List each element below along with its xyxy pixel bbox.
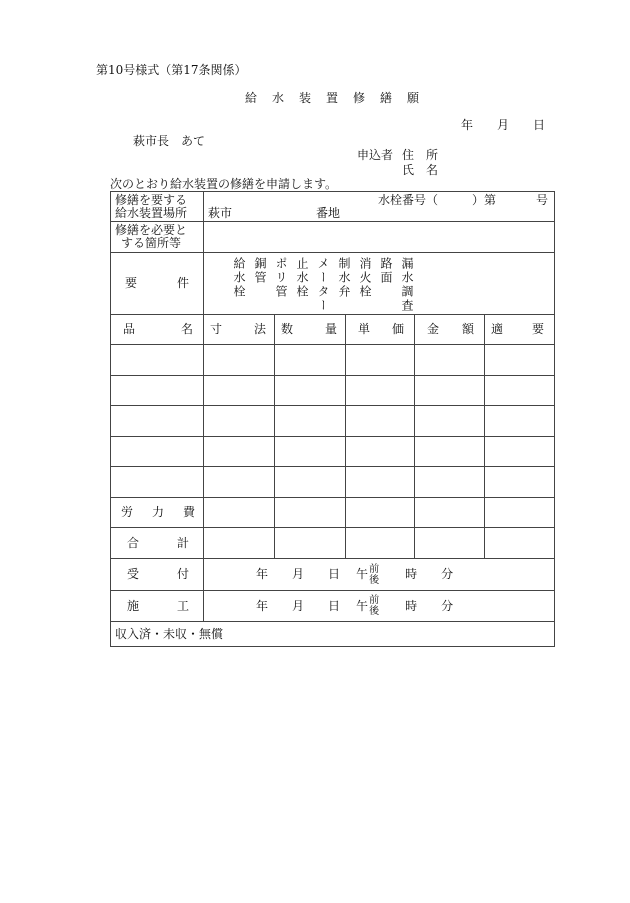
item-row — [111, 467, 555, 498]
item-row — [111, 437, 555, 467]
construction-datetime[interactable]: 年 月 日 午 前 後 時 分 — [204, 591, 555, 622]
requirement-option[interactable]: 消火栓 — [358, 257, 372, 299]
cell[interactable] — [415, 467, 485, 498]
requirement-option[interactable]: 止水栓 — [295, 257, 309, 299]
cell[interactable] — [204, 376, 275, 406]
cell[interactable] — [275, 467, 346, 498]
cell[interactable] — [485, 467, 555, 498]
intro-text: 次のとおり給水装置の修繕を申請します。 — [110, 177, 338, 191]
cell[interactable] — [485, 345, 555, 376]
header-quantity: 数 量 — [275, 315, 346, 345]
repair-need-row — [111, 222, 555, 253]
cell[interactable] — [204, 406, 275, 437]
header-remarks: 適 要 — [485, 315, 555, 345]
requirement-option[interactable]: 給水栓 — [232, 257, 246, 299]
repair-form-table — [110, 191, 555, 647]
cell[interactable] — [346, 498, 415, 528]
payment-row — [111, 622, 555, 647]
cell[interactable] — [204, 528, 275, 559]
header-size: 寸 法 — [204, 315, 275, 345]
cell[interactable] — [485, 376, 555, 406]
header-item-name: 品 名 — [111, 315, 204, 345]
repair-need-line1: 修繕を必要と — [115, 223, 188, 238]
cell[interactable] — [415, 406, 485, 437]
cell[interactable] — [485, 498, 555, 528]
date-day: 日 — [533, 118, 546, 132]
cell[interactable] — [111, 345, 204, 376]
applicant-label: 申込者 — [357, 148, 394, 162]
reception-label: 受 付 — [111, 559, 204, 591]
cell[interactable] — [204, 345, 275, 376]
applicant-name: 氏 名 — [402, 163, 439, 177]
payment-status[interactable]: 収入済・未収・無償 — [111, 622, 555, 647]
date-line — [461, 119, 545, 131]
cell[interactable] — [204, 437, 275, 467]
cell[interactable] — [111, 406, 204, 437]
cell[interactable] — [111, 437, 204, 467]
cell[interactable] — [415, 345, 485, 376]
cell[interactable] — [346, 528, 415, 559]
total-label: 合 計 — [111, 528, 204, 559]
hydrant-go: 号 — [536, 193, 549, 207]
requirements-label — [111, 253, 204, 315]
cell[interactable] — [485, 528, 555, 559]
cell[interactable] — [111, 376, 204, 406]
cell[interactable] — [485, 406, 555, 437]
item-row — [111, 406, 555, 437]
header-unit-price: 単 価 — [346, 315, 415, 345]
cell[interactable] — [346, 406, 415, 437]
requirements-label-left: 要 — [125, 276, 138, 291]
header-amount: 金 額 — [415, 315, 485, 345]
requirement-option[interactable]: 漏水調査 — [400, 257, 414, 313]
repair-need-label — [111, 222, 204, 253]
cell[interactable] — [415, 498, 485, 528]
construction-row — [111, 591, 555, 622]
location-label-line2: 給水装置場所 — [115, 205, 188, 220]
cell[interactable] — [415, 437, 485, 467]
header-row — [111, 315, 555, 345]
requirement-option[interactable]: 銅管 — [253, 257, 267, 285]
addressee: 萩市長 あて — [133, 134, 206, 148]
cell[interactable] — [346, 437, 415, 467]
cell[interactable] — [275, 437, 346, 467]
cell[interactable] — [415, 376, 485, 406]
requirement-option[interactable]: 路面 — [379, 257, 393, 285]
requirements-label-right: 件 — [176, 276, 189, 291]
labor-row — [111, 498, 555, 528]
requirements-options — [208, 257, 550, 313]
form-number: 第10号様式（第17条関係） — [96, 63, 247, 77]
location-label-line1: 修繕を要する — [115, 192, 188, 207]
total-row — [111, 528, 555, 559]
requirement-option[interactable]: ポリ管 — [274, 257, 288, 299]
cell[interactable] — [111, 467, 204, 498]
cell[interactable] — [275, 345, 346, 376]
date-year: 年 — [461, 118, 474, 132]
cell[interactable] — [275, 528, 346, 559]
location-field[interactable] — [204, 192, 555, 222]
cell[interactable] — [415, 528, 485, 559]
cell[interactable] — [275, 406, 346, 437]
requirements-row — [111, 253, 555, 315]
item-row — [111, 376, 555, 406]
location-row — [111, 192, 555, 222]
hydrant-label: 水栓番号（ — [377, 193, 438, 207]
location-banchi: 番地 — [316, 205, 341, 220]
requirements-field — [204, 253, 555, 315]
cell[interactable] — [204, 467, 275, 498]
location-label — [111, 192, 204, 222]
hydrant-close: ）第 — [472, 193, 497, 207]
requirement-option[interactable]: 制水弁 — [337, 257, 351, 299]
location-city: 萩市 — [208, 205, 233, 220]
reception-row — [111, 559, 555, 591]
reception-datetime[interactable]: 年 月 日 午 前 後 時 分 — [204, 559, 555, 591]
requirement-option[interactable]: メーター — [316, 257, 330, 313]
form-title: 給水装置修繕願 — [245, 91, 435, 105]
repair-need-line2: する箇所等 — [121, 236, 182, 250]
cell[interactable] — [485, 437, 555, 467]
labor-label: 労 力 費 — [111, 498, 204, 528]
cell[interactable] — [204, 498, 275, 528]
cell[interactable] — [346, 467, 415, 498]
applicant-address: 住 所 — [402, 148, 439, 162]
repair-need-field[interactable] — [204, 222, 555, 253]
item-row — [111, 345, 555, 376]
date-month: 月 — [497, 118, 510, 132]
cell[interactable] — [275, 376, 346, 406]
construction-label: 施 工 — [111, 591, 204, 622]
cell[interactable] — [346, 376, 415, 406]
cell[interactable] — [275, 498, 346, 528]
cell[interactable] — [346, 345, 415, 376]
